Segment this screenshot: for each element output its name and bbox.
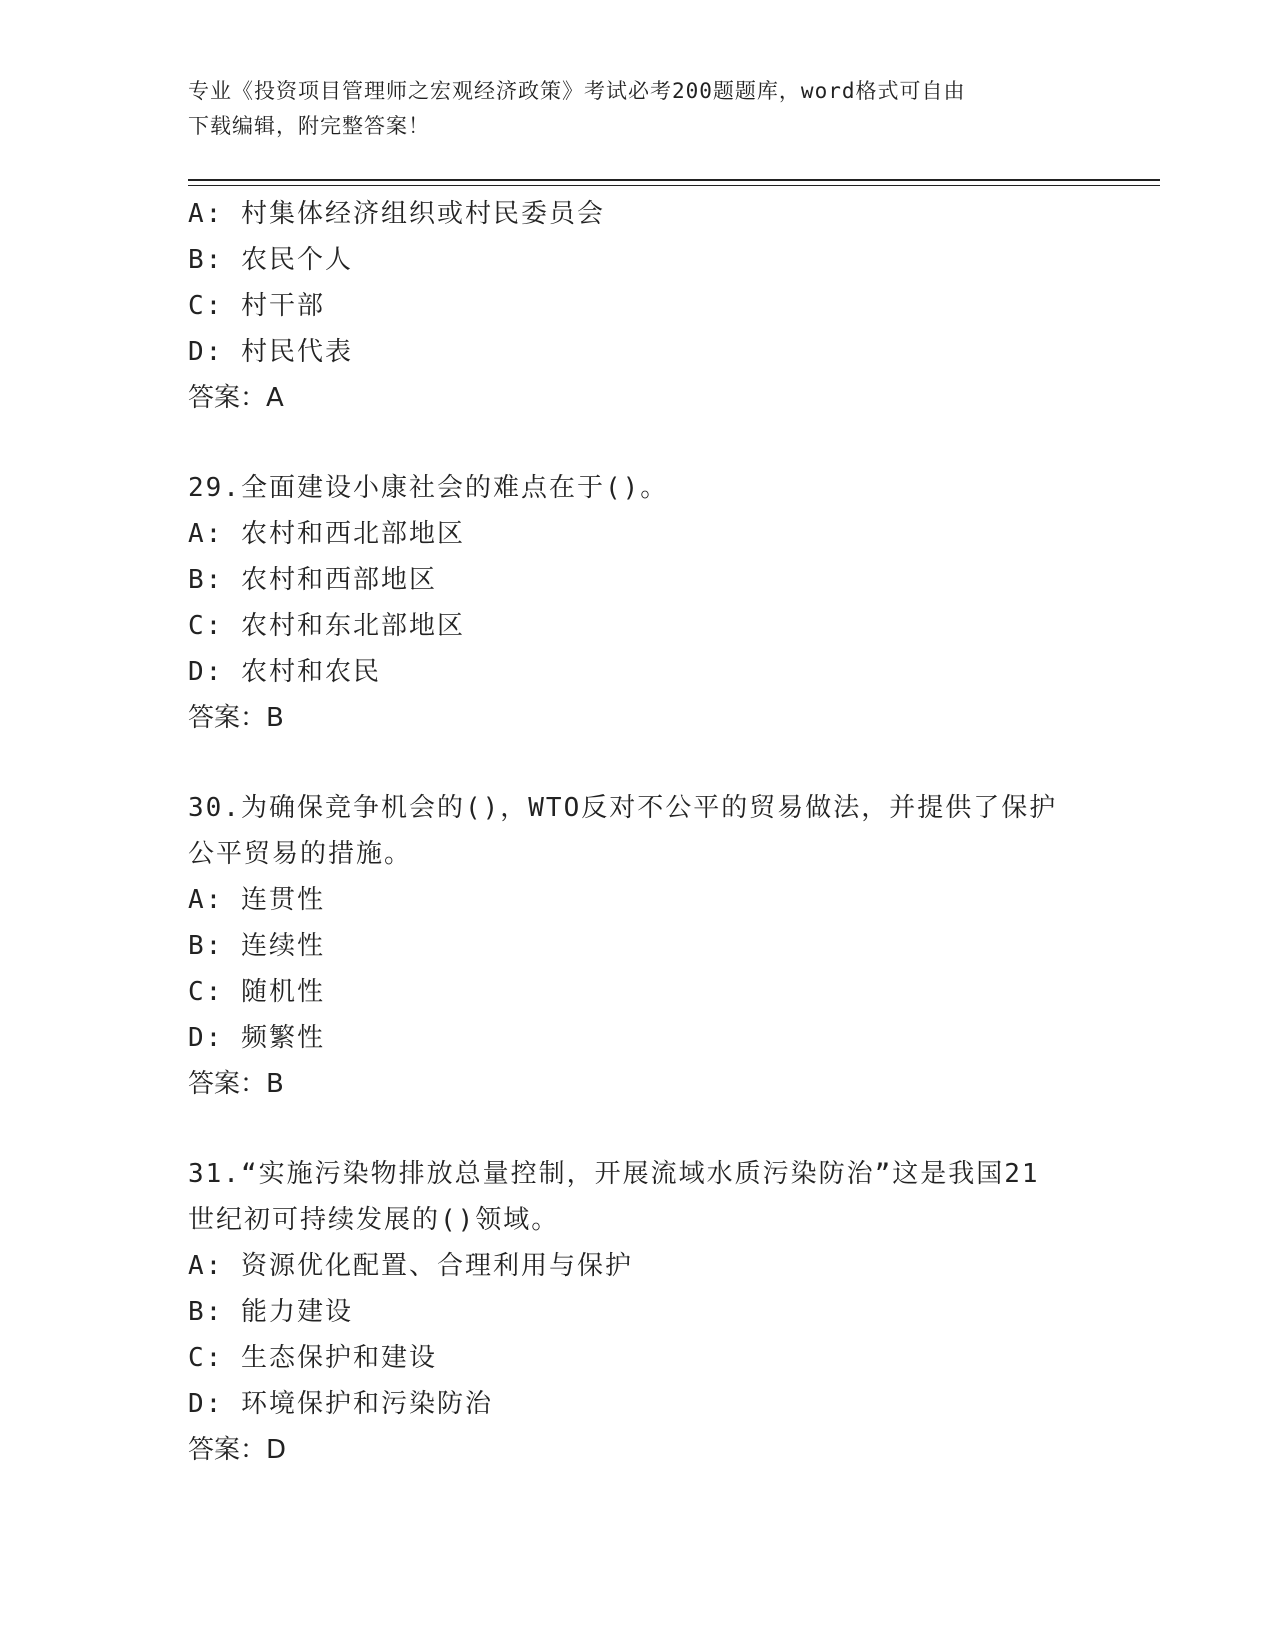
option-b: B: 农民个人 — [188, 245, 353, 275]
option-a: A: 农村和西北部地区 — [188, 519, 465, 549]
question-text: 29.全面建设小康社会的难点在于()。 — [188, 473, 669, 503]
option-b: B: 能力建设 — [188, 1297, 353, 1327]
document-header — [188, 74, 1068, 144]
option-d: D: 农村和农民 — [188, 657, 381, 687]
header-line-1: 专业《投资项目管理师之宏观经济政策》考试必考200题题库，word格式可自由 — [188, 79, 966, 103]
option-c: C: 随机性 — [188, 977, 325, 1007]
header-line-2: 下载编辑，附完整答案！ — [188, 114, 430, 138]
answer-line: 答案：D — [188, 1435, 287, 1465]
answer-line: 答案：B — [188, 1069, 284, 1099]
answer-line: 答案：A — [188, 383, 284, 413]
option-a: A: 资源优化配置、合理利用与保护 — [188, 1251, 633, 1281]
question-text-line-2: 世纪初可持续发展的()领域。 — [188, 1205, 560, 1235]
question-31 — [188, 1151, 1088, 1473]
option-d: D: 环境保护和污染防治 — [188, 1389, 493, 1419]
header-rule-thick — [188, 179, 1160, 181]
option-a: A: 村集体经济组织或村民委员会 — [188, 199, 605, 229]
question-text-line-1: 30.为确保竞争机会的()，WTO反对不公平的贸易做法，并提供了保护 — [188, 793, 1058, 823]
header-rule-thin — [188, 185, 1160, 186]
question-29 — [188, 465, 1088, 741]
option-b: B: 连续性 — [188, 931, 325, 961]
option-d: D: 频繁性 — [188, 1023, 325, 1053]
question-text-line-1: 31.“实施污染物排放总量控制，开展流域水质污染防治”这是我国21 — [188, 1159, 1040, 1189]
question-text-line-2: 公平贸易的措施。 — [188, 839, 413, 869]
answer-line: 答案：B — [188, 703, 284, 733]
option-d: D: 村民代表 — [188, 337, 353, 367]
option-c: C: 村干部 — [188, 291, 325, 321]
option-a: A: 连贯性 — [188, 885, 325, 915]
option-c: C: 生态保护和建设 — [188, 1343, 437, 1373]
question-list — [188, 191, 1088, 1473]
question-28 — [188, 191, 1088, 421]
question-30 — [188, 785, 1088, 1107]
option-c: C: 农村和东北部地区 — [188, 611, 465, 641]
option-b: B: 农村和西部地区 — [188, 565, 437, 595]
